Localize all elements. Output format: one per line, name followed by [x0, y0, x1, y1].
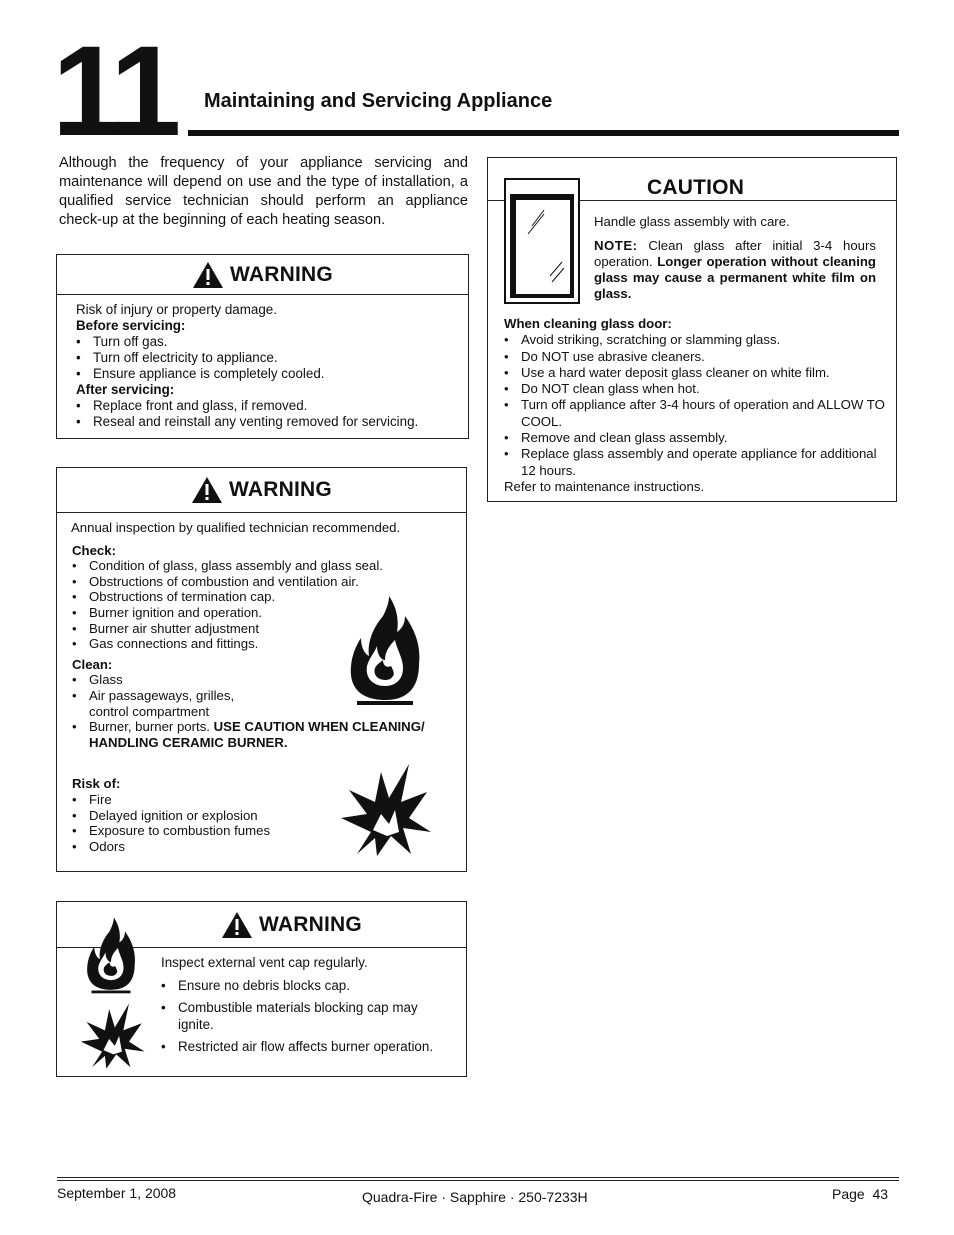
check-heading: Check: — [72, 542, 116, 558]
list-item: • Ensure appliance is completely cooled. — [76, 366, 458, 382]
list-item: • Turn off electricity to appliance. — [76, 350, 458, 366]
clean-heading: Clean: — [72, 656, 113, 672]
warning-box-inspection — [56, 467, 467, 872]
list-item: • Obstructions of combustion and ventilation air. — [72, 574, 456, 590]
warning-triangle-icon — [192, 261, 224, 289]
list-item: • Ensure no debris blocks cap. — [161, 978, 457, 995]
list-item-text: Burner, burner ports. — [89, 719, 214, 735]
warning-box-header — [57, 468, 466, 513]
warning-lead: Annual inspection by qualified technician recommended. — [71, 520, 401, 535]
list-item: • Restricted air flow affects burner operation. — [161, 1039, 457, 1056]
caution-intro — [594, 214, 876, 302]
caution-box-glass — [487, 157, 897, 502]
list-item: • Avoid striking, scratching or slamming glass. — [504, 332, 888, 348]
caution-note — [594, 238, 876, 302]
warning-triangle-icon — [221, 911, 253, 939]
list-item: • Do NOT use abrasive cleaners. — [504, 349, 888, 365]
list-item: • Burner air shutter adjustment — [72, 621, 456, 637]
list-item: • Do NOT clean glass when hot. — [504, 381, 888, 397]
flame-icon — [83, 916, 139, 994]
footer-date: September 1, 2008 — [57, 1185, 177, 1201]
explosion-icon — [337, 762, 433, 858]
list-item: • Remove and clean glass assembly. — [504, 430, 888, 446]
vent-cap-list — [161, 978, 457, 1056]
list-item: • Condition of glass, glass assembly and glass seal. — [72, 558, 456, 574]
warning-lead: Inspect external vent cap regularly. — [161, 955, 368, 970]
list-item: • Delayed ignition or explosion — [72, 808, 456, 824]
title-rule — [188, 130, 899, 136]
list-item: • Combustible materials blocking cap may ignite. — [161, 1000, 457, 1033]
note-bold-text: Longer operation without cleaning glass may cause a permanent white film on glass. — [594, 254, 876, 301]
warning-label: WARNING — [259, 912, 362, 936]
warning-triangle-icon — [191, 476, 223, 504]
list-item: • Obstructions of termination cap. — [72, 589, 456, 605]
list-item — [72, 719, 456, 750]
explosion-icon — [77, 1002, 147, 1070]
list-item: • Turn off appliance after 3-4 hours of operation and ALLOW TO COOL. — [504, 397, 888, 430]
caution-body — [504, 316, 888, 495]
list-item-text: Air passageways, grilles, — [89, 687, 235, 703]
chapter-title: Maintaining and Servicing Appliance — [204, 90, 553, 112]
list-item: • Burner ignition and operation. — [72, 605, 456, 621]
footer-product: Quadra-Fire · Sapphire · 250-7233H — [362, 1189, 588, 1205]
warning-lead: Risk of injury or property damage. — [76, 302, 277, 317]
list-item: • Reseal and reinstall any venting removed for servicing. — [76, 414, 458, 430]
chapter-number: 11 — [52, 20, 176, 163]
flame-icon — [347, 594, 423, 706]
list-item: • Turn off gas. — [76, 334, 458, 350]
warning-label: WARNING — [230, 262, 333, 286]
warning-body — [161, 955, 457, 1056]
cleaning-door-heading: When cleaning glass door: — [504, 316, 672, 331]
footer-page-number: Page 43 — [832, 1186, 889, 1202]
warning-body — [57, 295, 468, 430]
list-item: • Exposure to combustion fumes — [72, 823, 456, 839]
intro-paragraph: Although the frequency of your appliance servicing and maintenance will depend on use and the type of installation, a qualified service technician should perform an appliance check-up at the beginning of each heating season. — [59, 155, 468, 228]
note-text: Clean glass after initial 3-4 hours operation. — [594, 238, 876, 269]
after-servicing-heading: After servicing: — [76, 382, 175, 397]
list-item: • Glass — [72, 672, 456, 688]
note-label: NOTE: — [594, 238, 638, 253]
caution-handle-text: Handle glass assembly with care. — [594, 214, 790, 229]
list-item: • Odors — [72, 839, 456, 855]
warning-box-header — [57, 255, 468, 295]
caution-header-rule — [488, 200, 504, 201]
list-item: • Fire — [72, 792, 456, 808]
before-servicing-heading: Before servicing: — [76, 318, 186, 333]
after-servicing-list — [76, 398, 458, 430]
risk-heading: Risk of: — [72, 776, 121, 792]
list-item: • Gas connections and fittings. — [72, 636, 456, 652]
list-item: • Use a hard water deposit glass cleaner on white film. — [504, 365, 888, 381]
caution-label: CAUTION — [647, 176, 745, 199]
before-servicing-list — [76, 334, 458, 382]
cleaning-door-list — [504, 332, 888, 479]
glass-panel-icon — [504, 178, 580, 304]
footer-rule — [57, 1180, 899, 1181]
warning-box-servicing — [56, 254, 469, 439]
warning-label: WARNING — [229, 478, 332, 501]
caution-header-rule — [580, 200, 896, 201]
list-item-text: control compartment — [89, 703, 210, 719]
footer-rule — [57, 1177, 899, 1178]
list-item: • Replace front and glass, if removed. — [76, 398, 458, 414]
refer-text: Refer to maintenance instructions. — [504, 478, 705, 494]
list-item-bold-text: USE CAUTION WHEN CLEANING/ HANDLING CERAMIC BURNER. — [89, 719, 425, 750]
list-item: • Replace glass assembly and operate appliance for additional 12 hours. — [504, 446, 888, 479]
warning-box-vent-cap — [56, 901, 467, 1077]
